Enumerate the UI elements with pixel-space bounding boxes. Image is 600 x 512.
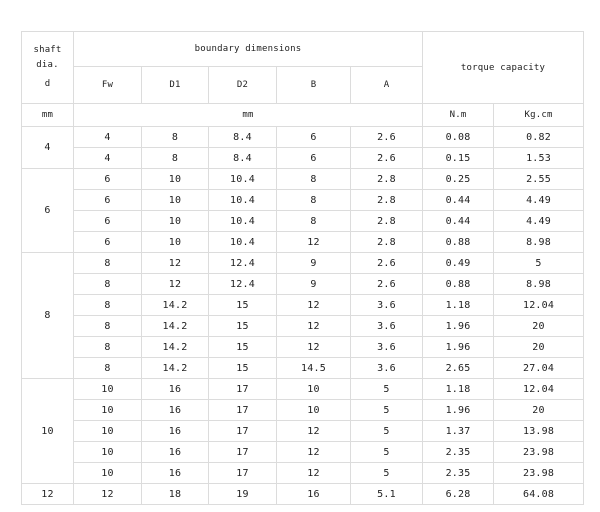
cell-torque-nm: 1.18 [423,379,494,400]
cell-d1: 14.2 [142,337,209,358]
cell-torque-nm: 0.88 [423,274,494,295]
cell-fw: 6 [74,232,142,253]
cell-torque-nm: 0.88 [423,232,494,253]
table-row [22,169,584,190]
cell-d1: 12 [142,274,209,295]
cell-a: 5 [351,421,423,442]
table-row [22,274,584,295]
cell-fw: 6 [74,190,142,211]
cell-d1: 16 [142,463,209,484]
torque-capacity-header: torque capacity [423,32,584,104]
cell-torque-nm: 1.37 [423,421,494,442]
shaft-header-line3: d [44,79,51,89]
cell-torque-kgcm: 20 [494,316,584,337]
cell-fw: 10 [74,442,142,463]
cell-fw: 8 [74,274,142,295]
cell-a: 2.6 [351,253,423,274]
cell-d1: 16 [142,379,209,400]
table-row [22,379,584,400]
table-row [22,148,584,169]
cell-d2: 15 [209,358,277,379]
cell-b: 6 [277,148,351,169]
cell-fw: 4 [74,148,142,169]
specification-table [21,31,584,505]
cell-torque-kgcm: 13.98 [494,421,584,442]
cell-b: 8 [277,211,351,232]
cell-d1: 16 [142,400,209,421]
cell-torque-nm: 0.08 [423,127,494,148]
table-row [22,484,584,505]
col-header-fw: Fw [74,67,142,104]
cell-torque-kgcm: 2.55 [494,169,584,190]
table-row [22,358,584,379]
cell-d2: 15 [209,337,277,358]
cell-torque-kgcm: 0.82 [494,127,584,148]
cell-torque-kgcm: 27.04 [494,358,584,379]
cell-fw: 4 [74,127,142,148]
cell-b: 12 [277,232,351,253]
cell-fw: 6 [74,211,142,232]
cell-torque-kgcm: 23.98 [494,463,584,484]
shaft-dia-cell: 8 [22,253,74,379]
cell-torque-nm: 2.35 [423,463,494,484]
cell-fw: 8 [74,253,142,274]
unit-shaft: mm [22,104,74,127]
cell-d1: 10 [142,232,209,253]
cell-torque-nm: 1.96 [423,337,494,358]
cell-fw: 10 [74,379,142,400]
cell-b: 8 [277,190,351,211]
cell-d2: 10.4 [209,211,277,232]
cell-torque-kgcm: 8.98 [494,274,584,295]
cell-d1: 8 [142,148,209,169]
cell-a: 2.8 [351,232,423,253]
table-row [22,463,584,484]
cell-d1: 14.2 [142,295,209,316]
table-row [22,127,584,148]
cell-torque-kgcm: 4.49 [494,211,584,232]
cell-torque-kgcm: 20 [494,337,584,358]
cell-fw: 8 [74,337,142,358]
cell-a: 5.1 [351,484,423,505]
cell-torque-nm: 2.65 [423,358,494,379]
shaft-dia-cell: 4 [22,127,74,169]
table-row [22,211,584,232]
cell-torque-kgcm: 12.04 [494,379,584,400]
cell-d1: 10 [142,169,209,190]
cell-b: 6 [277,127,351,148]
cell-torque-nm: 1.18 [423,295,494,316]
cell-a: 2.6 [351,127,423,148]
cell-torque-nm: 6.28 [423,484,494,505]
cell-d1: 14.2 [142,358,209,379]
cell-d1: 10 [142,211,209,232]
boundary-dimensions-header: boundary dimensions [74,32,423,67]
col-header-b: B [277,67,351,104]
shaft-header-line1: shaft [33,45,62,55]
unit-kgcm: Kg.cm [494,104,584,127]
units-row [22,104,584,127]
cell-d2: 10.4 [209,232,277,253]
cell-a: 3.6 [351,337,423,358]
table-row [22,232,584,253]
cell-b: 16 [277,484,351,505]
cell-torque-nm: 0.44 [423,211,494,232]
cell-a: 5 [351,442,423,463]
cell-d1: 18 [142,484,209,505]
cell-torque-nm: 0.25 [423,169,494,190]
cell-b: 12 [277,295,351,316]
cell-torque-nm: 1.96 [423,316,494,337]
cell-a: 2.8 [351,190,423,211]
col-header-a: A [351,67,423,104]
cell-d2: 12.4 [209,253,277,274]
cell-b: 12 [277,421,351,442]
cell-fw: 10 [74,463,142,484]
cell-d1: 14.2 [142,316,209,337]
cell-b: 12 [277,463,351,484]
cell-a: 5 [351,379,423,400]
cell-d2: 10.4 [209,190,277,211]
cell-torque-kgcm: 8.98 [494,232,584,253]
cell-fw: 10 [74,421,142,442]
cell-b: 9 [277,274,351,295]
cell-a: 2.6 [351,148,423,169]
cell-torque-kgcm: 4.49 [494,190,584,211]
cell-b: 8 [277,169,351,190]
cell-d1: 16 [142,421,209,442]
cell-fw: 8 [74,295,142,316]
cell-torque-kgcm: 12.04 [494,295,584,316]
cell-torque-nm: 0.44 [423,190,494,211]
cell-d2: 12.4 [209,274,277,295]
cell-d1: 16 [142,442,209,463]
col-header-d2: D2 [209,67,277,104]
cell-fw: 8 [74,358,142,379]
cell-fw: 8 [74,316,142,337]
cell-d1: 10 [142,190,209,211]
cell-a: 3.6 [351,295,423,316]
cell-d2: 17 [209,379,277,400]
cell-b: 12 [277,442,351,463]
cell-b: 12 [277,337,351,358]
table-row [22,316,584,337]
cell-d2: 15 [209,295,277,316]
cell-torque-nm: 2.35 [423,442,494,463]
cell-d1: 12 [142,253,209,274]
shaft-header-line2: dia. [36,60,59,70]
cell-torque-nm: 0.15 [423,148,494,169]
unit-dimensions: mm [74,104,423,127]
header-row-top [22,32,584,67]
cell-torque-kgcm: 64.08 [494,484,584,505]
cell-d2: 19 [209,484,277,505]
table-row [22,253,584,274]
cell-d2: 17 [209,400,277,421]
cell-a: 2.8 [351,169,423,190]
cell-fw: 12 [74,484,142,505]
cell-a: 3.6 [351,316,423,337]
cell-torque-nm: 1.96 [423,400,494,421]
cell-d2: 15 [209,316,277,337]
cell-a: 5 [351,400,423,421]
cell-d2: 8.4 [209,148,277,169]
cell-fw: 6 [74,169,142,190]
table-row [22,337,584,358]
cell-torque-kgcm: 5 [494,253,584,274]
shaft-dia-cell: 12 [22,484,74,505]
cell-a: 2.8 [351,211,423,232]
cell-b: 10 [277,379,351,400]
table-row [22,421,584,442]
cell-d1: 8 [142,127,209,148]
col-header-d1: D1 [142,67,209,104]
table-row [22,400,584,421]
cell-torque-nm: 0.49 [423,253,494,274]
shaft-dia-header [22,32,74,104]
cell-fw: 10 [74,400,142,421]
cell-d2: 10.4 [209,169,277,190]
cell-b: 12 [277,316,351,337]
shaft-dia-cell: 6 [22,169,74,253]
cell-torque-kgcm: 23.98 [494,442,584,463]
cell-b: 10 [277,400,351,421]
cell-a: 5 [351,463,423,484]
shaft-dia-cell: 10 [22,379,74,484]
cell-d2: 17 [209,442,277,463]
cell-torque-kgcm: 20 [494,400,584,421]
cell-b: 14.5 [277,358,351,379]
cell-torque-kgcm: 1.53 [494,148,584,169]
cell-a: 3.6 [351,358,423,379]
unit-nm: N.m [423,104,494,127]
table-row [22,295,584,316]
cell-d2: 8.4 [209,127,277,148]
cell-d2: 17 [209,463,277,484]
cell-d2: 17 [209,421,277,442]
cell-a: 2.6 [351,274,423,295]
table-row [22,442,584,463]
cell-b: 9 [277,253,351,274]
table-row [22,190,584,211]
